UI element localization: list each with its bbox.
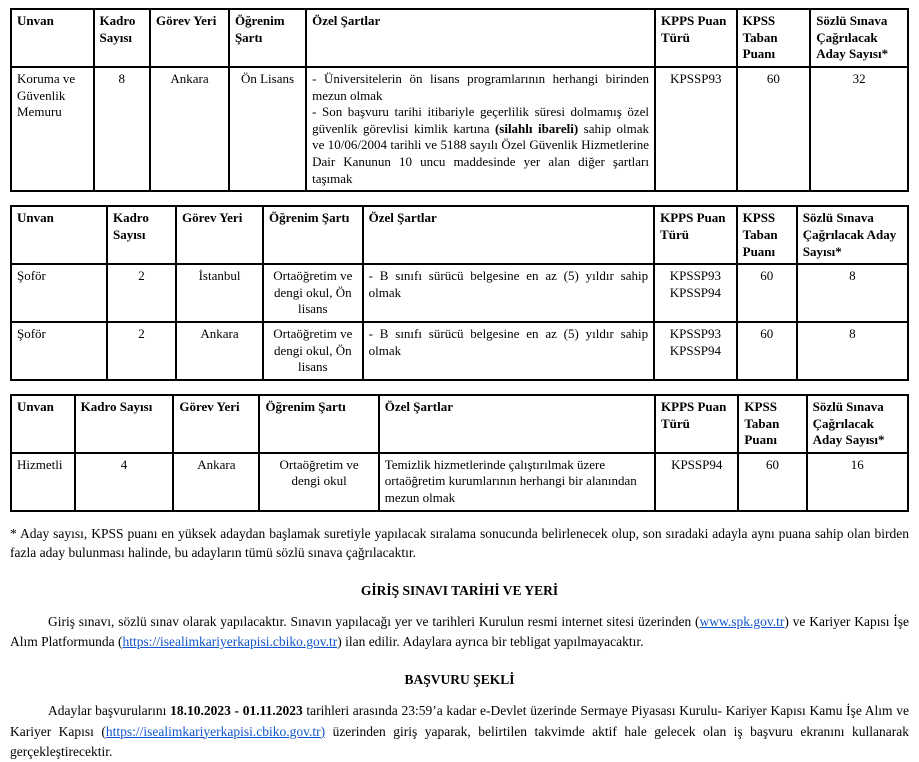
ozel-sartlar-line2-pre: - Son başvuru tarihi itibariyle geçerlilik süresi dolmamış özel güvenlik görevlisi kimlik kartına [312,104,650,136]
cell-unvan: Şoför [11,322,107,380]
basvuru-paragraph [10,701,909,762]
cell-aday-sayisi: 8 [797,264,908,322]
header-gorev-yeri: Görev Yeri [176,206,263,264]
header-ogrenim-sarti: Öğrenim Şartı [259,395,378,453]
basvuru-sekli-heading: BAŞVURU ŞEKLİ [404,672,515,688]
header-unvan: Unvan [11,395,75,453]
header-ozel-sartlar: Özel Şartlar [306,9,655,67]
table-header-row [11,395,908,453]
giris-text-mid: ) ve Kariyer Kapısı İşe Alım Platformunda ( [10,613,909,649]
kpps-line1: KPSSP93 [669,326,722,341]
kpps-line2: KPSSP94 [669,342,722,358]
header-gorev-yeri: Görev Yeri [173,395,259,453]
header-kpps-puan-turu: KPPS Puan Türü [655,9,737,67]
cell-gorev-yeri: Ankara [176,322,263,380]
header-kadro-sayisi: Kadro Sayısı [94,9,151,67]
cell-ogrenim-sarti: Ortaöğretim ve dengi okul, Ön lisans [263,322,363,380]
kariyer-kapisi-link[interactable]: https://isealimkariyerkapisi.cbiko.gov.tr) [105,723,326,739]
cell-ozel-sartlar [306,67,655,191]
header-kpps-puan-turu: KPPS Puan Türü [654,206,737,264]
positions-table-sofor [10,205,909,381]
table-row [11,67,908,191]
aday-sayisi-footnote: * Aday sayısı, KPSS puanı en yüksek adaydan başlamak suretiyle yapılacak sıralama sonucunda belirlenecek olup, son sıradaki adayla aynı puana sahip olan birden fazla aday bulunması halinde, bu adayların tümü sözlü sınava çağrılacaktır. [10,525,909,561]
kpps-line1: KPSSP93 [669,268,722,284]
ozel-sartlar-line2-post: sahip olmak ve 10/06/2004 tarihli ve 5188 sayılı Özel Güvenlik Hizmetlerine Dair Kanunun 10 uncu maddesinde yer alan diğer şartları taşımak [312,120,650,186]
cell-kpss-taban-puani: 60 [737,67,811,191]
header-kpps-puan-turu: KPPS Puan Türü [655,395,738,453]
table-header-row [11,206,908,264]
header-ozel-sartlar: Özel Şartlar [379,395,655,453]
ozel-sartlar-line1: - Üniversitelerin ön lisans programlarının herhangi birinden mezun olmak [312,70,650,103]
cell-gorev-yeri: Ankara [173,453,259,511]
header-kpss-taban-puani: KPSS Taban Puanı [738,395,806,453]
cell-ogrenim-sarti: Ortaöğretim ve dengi okul [259,453,378,511]
table-row [11,453,908,511]
cell-kpps-puan-turu: KPSSP93 [655,67,737,191]
header-aday-sayisi: Sözlü Sınava Çağrılacak Aday Sayısı* [807,395,908,453]
cell-ogrenim-sarti: Ön Lisans [229,67,306,191]
cell-kadro-sayisi: 4 [75,453,174,511]
header-kadro-sayisi: Kadro Sayısı [107,206,176,264]
positions-table-hizmetli [10,394,909,512]
header-gorev-yeri: Görev Yeri [150,9,229,67]
positions-table-guvenlik [10,8,909,192]
cell-kadro-sayisi: 8 [94,67,151,191]
cell-kadro-sayisi: 2 [107,322,176,380]
giris-text-pre: Giriş sınavı, sözlü sınav olarak yapılacaktır. Sınavın yapılacağı yer ve tarihleri Kurulun resmi internet sitesi üzerinden ( [48,613,700,629]
cell-kpps-puan-turu: KPSSP94 [655,453,738,511]
table-row [11,322,908,380]
basvuru-text-post: üzerinden giriş yaparak, belirtilen takvimde aktif hale gelecek olan iş başvuru ekranını kullanarak gerçekleştirecektir. [10,723,909,759]
cell-aday-sayisi: 16 [807,453,908,511]
spk-link[interactable]: www.spk.gov.tr [699,613,785,629]
cell-kpps-puan-turu [654,264,737,322]
cell-aday-sayisi: 8 [797,322,908,380]
cell-kpss-taban-puani: 60 [737,264,797,322]
header-kpss-taban-puani: KPSS Taban Puanı [737,9,811,67]
header-ogrenim-sarti: Öğrenim Şartı [263,206,363,264]
cell-aday-sayisi: 32 [810,67,908,191]
header-ozel-sartlar: Özel Şartlar [363,206,655,264]
cell-kpss-taban-puani: 60 [737,322,797,380]
header-kadro-sayisi: Kadro Sayısı [75,395,174,453]
header-kpss-taban-puani: KPSS Taban Puanı [737,206,797,264]
cell-kpss-taban-puani: 60 [738,453,806,511]
cell-kadro-sayisi: 2 [107,264,176,322]
cell-unvan: Şoför [11,264,107,322]
header-aday-sayisi: Sözlü Sınava Çağrılacak Aday Sayısı* [797,206,908,264]
giris-text-post: ) ilan edilir. Adaylara ayrıca bir tebligat yapılmayacaktır. [337,634,644,649]
kpps-line2: KPSSP94 [669,284,722,300]
cell-unvan: Koruma ve Güvenlik Memuru [11,67,94,191]
table-header-row [11,9,908,67]
cell-ozel-sartlar: Temizlik hizmetlerinde çalıştırılmak üzere ortaöğretim kurumlarının herhangi bir alanından mezun olmak [379,453,655,511]
ozel-sartlar-bold-silahli: (silahlı ibareli) [494,120,579,136]
cell-unvan: Hizmetli [11,453,75,511]
header-unvan: Unvan [11,206,107,264]
header-ogrenim-sarti: Öğrenim Şartı [229,9,306,67]
header-unvan: Unvan [11,9,94,67]
basvuru-text-mid: tarihleri arasında 23:59’a kadar e-Devlet üzerinde Sermaye Piyasası Kurulu- Kariyer Kapısı Kamu İşe Alım ve Kariyer Kapısı ( [10,703,909,739]
header-aday-sayisi: Sözlü Sınava Çağrılacak Aday Sayısı* [810,9,908,67]
cell-ozel-sartlar: - B sınıfı sürücü belgesine en az (5) yıldır sahip olmak [363,322,655,380]
cell-ozel-sartlar: - B sınıfı sürücü belgesine en az (5) yıldır sahip olmak [363,264,655,322]
giris-sinavi-paragraph [10,612,909,653]
kariyer-kapisi-link[interactable]: https://isealimkariyerkapisi.cbiko.gov.tr [122,634,338,649]
basvuru-text-pre: Adaylar başvurularını [48,703,171,719]
cell-ogrenim-sarti: Ortaöğretim ve dengi okul, Ön lisans [263,264,363,322]
cell-gorev-yeri: İstanbul [176,264,263,322]
cell-gorev-yeri: Ankara [150,67,229,191]
basvuru-dates: 18.10.2023 - 01.11.2023 [170,703,303,719]
table-row [11,264,908,322]
cell-kpps-puan-turu [654,322,737,380]
giris-sinavi-heading: GİRİŞ SINAVI TARİHİ VE YERİ [360,582,559,598]
